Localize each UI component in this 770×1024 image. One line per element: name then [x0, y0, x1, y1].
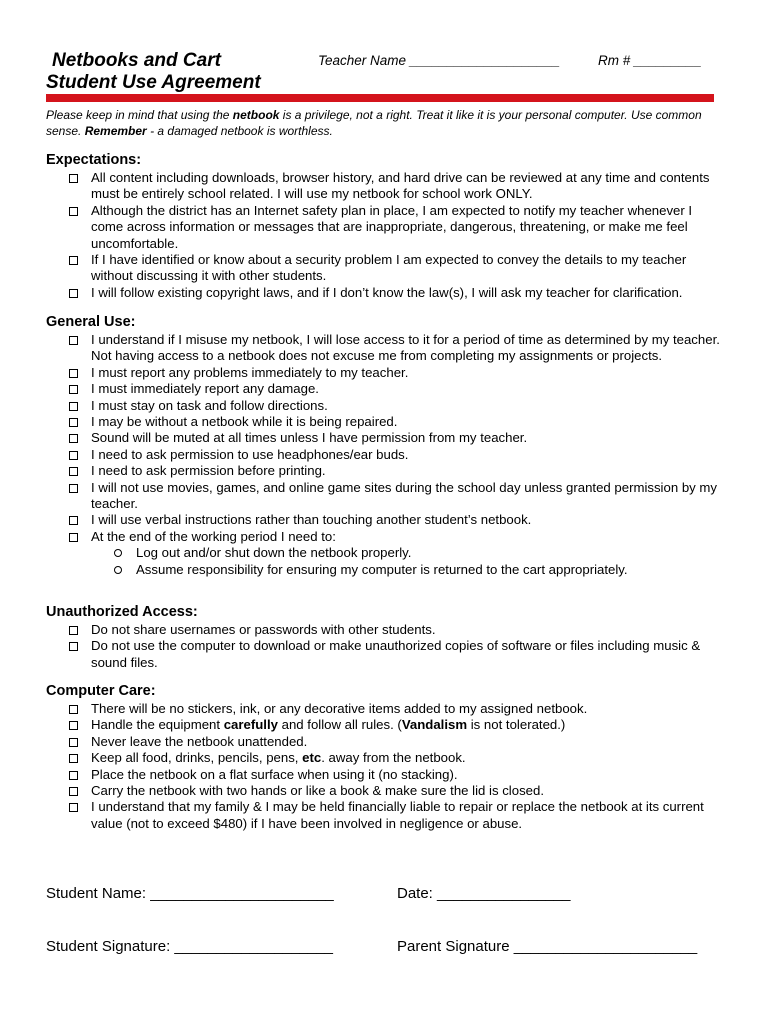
list-item-text: I will follow existing copyright laws, and if I don’t know the law(s), I will ask my teacher for clarification.	[91, 284, 683, 300]
list-item-text: Keep all food, drinks, pencils, pens,	[91, 750, 303, 766]
list-item	[46, 252, 726, 285]
sub-list-item-text: Assume responsibility for ensuring my computer is returned to the cart appropriately.	[136, 561, 628, 577]
list-item	[46, 285, 726, 301]
intro-paragraph	[46, 108, 716, 139]
list-item	[46, 463, 726, 479]
list-item-text: I understand if I misuse my netbook, I will lose access to it for a period of time as determined by my teacher. Not having access to a netbook does not excuse me from completing my assignments or projects.	[91, 332, 720, 364]
checkbox-icon	[69, 418, 78, 427]
checkbox-icon	[69, 336, 78, 345]
list-item-text: There will be no stickers, ink, or any decorative items added to my assigned netbook.	[91, 701, 588, 716]
intro-bold-remember: Remember	[84, 123, 147, 138]
section-heading: Computer Care:	[46, 683, 156, 699]
list-item	[46, 398, 726, 414]
checkbox-icon	[69, 467, 78, 476]
list-item	[46, 430, 726, 446]
intro-text-2: is a privilege, not a right. Treat it like it is your personal computer. Use common sense.	[46, 108, 702, 138]
list-item-text: I may be without a netbook while it is being repaired.	[91, 414, 398, 430]
checkbox-icon	[69, 402, 78, 411]
room-number-field: Rm # _________	[598, 53, 702, 68]
student-signature-line: Student Signature: ___________________	[46, 938, 333, 955]
section-unauthorized-access	[46, 603, 726, 671]
checkbox-icon	[69, 626, 78, 635]
list-item-text: I must stay on task and follow directions.	[91, 397, 328, 413]
list-item	[46, 750, 726, 766]
list-item	[46, 332, 726, 365]
list-item	[46, 203, 726, 252]
list-item	[46, 717, 726, 733]
title-line-2: Student Use Agreement	[46, 72, 261, 93]
list-item	[46, 767, 726, 783]
checkbox-icon	[69, 369, 78, 378]
general-use-list	[46, 332, 726, 545]
list-item-text: I must report any problems immediately to my teacher.	[91, 364, 409, 380]
list-item-text: Carry the netbook with two hands or like a book & make sure the lid is closed.	[91, 783, 544, 799]
checkbox-icon	[69, 803, 78, 812]
checkbox-icon	[69, 771, 78, 780]
list-item-text: Do not share usernames or passwords with other students.	[91, 622, 436, 637]
checkbox-icon	[69, 721, 78, 730]
checkbox-icon	[69, 256, 78, 265]
list-item-text: Place the netbook on a flat surface when using it (no stacking).	[91, 766, 458, 782]
expectations-list	[46, 170, 726, 301]
list-item-text: Do not use the computer to download or make unauthorized copies of software or files including music & sound files.	[91, 638, 701, 670]
list-item-text: I will use verbal instructions rather than touching another student’s netbook.	[91, 512, 532, 528]
section-computer-care	[46, 682, 726, 832]
checkbox-icon	[69, 174, 78, 183]
checkbox-icon	[69, 787, 78, 796]
checkbox-icon	[69, 754, 78, 763]
bold-vandalism: Vandalism	[401, 717, 468, 733]
list-item	[46, 701, 726, 717]
page-title	[46, 50, 261, 94]
list-item	[46, 170, 726, 203]
list-item-text: and follow all rules. (	[277, 717, 402, 733]
list-item-text: Sound will be muted at all times unless I have permission from my teacher.	[91, 430, 528, 446]
checkbox-icon	[69, 484, 78, 493]
list-item	[46, 799, 726, 832]
computer-care-list	[46, 701, 726, 832]
checkbox-icon	[69, 533, 78, 542]
list-item-text: Handle the equipment	[91, 717, 224, 733]
intro-bold-netbook: netbook	[232, 108, 280, 122]
teacher-name-field: Teacher Name ____________________	[318, 53, 560, 68]
bold-carefully: carefully	[223, 717, 278, 733]
checkbox-icon	[69, 434, 78, 443]
student-name-line: Student Name: ______________________	[46, 885, 334, 902]
section-heading: Unauthorized Access:	[46, 604, 198, 620]
list-item-text: I need to ask permission to use headphones/ear buds.	[91, 446, 409, 462]
section-general-use	[46, 313, 726, 578]
list-item	[46, 480, 726, 513]
list-item	[46, 512, 726, 528]
end-of-period-sublist	[46, 545, 726, 578]
intro-text-3: - a damaged netbook is worthless.	[146, 123, 333, 138]
checkbox-icon	[69, 738, 78, 747]
list-item-text: I understand that my family & I may be held financially liable to repair or replace the netbook at its current value (not to exceed $480) if I have been involved in negligence or abuse.	[91, 799, 704, 831]
sub-list-item	[46, 562, 726, 578]
list-item	[46, 529, 726, 545]
list-item-text: Although the district has an Internet safety plan in place, I am expected to notify my teacher whenever I come across information or messages that are inappropriate, dangerous, threatening, or make me feel uncomfortable.	[91, 202, 693, 251]
list-item-text: . away from the netbook.	[321, 750, 466, 766]
list-item-text: I must immediately report any damage.	[91, 381, 319, 397]
list-item-text: is not tolerated.)	[467, 717, 566, 733]
date-line: Date: ________________	[397, 885, 571, 902]
list-item	[46, 414, 726, 430]
parent-signature-line: Parent Signature ______________________	[397, 938, 698, 955]
intro-text-1: Please keep in mind that using the	[46, 108, 233, 122]
list-item	[46, 622, 726, 638]
list-item	[46, 381, 726, 397]
checkbox-icon	[69, 705, 78, 714]
list-item-text: If I have identified or know about a security problem I am expected to convey the details to my teacher without discussing it with other students.	[91, 252, 687, 284]
list-item-text: Never leave the netbook unattended.	[91, 733, 308, 749]
circle-bullet-icon	[114, 566, 122, 574]
list-item	[46, 783, 726, 799]
list-item-text: All content including downloads, browser history, and hard drive can be reviewed at any time and contents must be entirely school related. I will use my netbook for school work ONLY.	[91, 170, 710, 202]
list-item-text: At the end of the working period I need to:	[91, 528, 336, 544]
checkbox-icon	[69, 289, 78, 298]
list-item	[46, 734, 726, 750]
unauthorized-list	[46, 622, 726, 671]
checkbox-icon	[69, 207, 78, 216]
section-expectations	[46, 151, 726, 301]
list-item	[46, 447, 726, 463]
title-line-1: Netbooks and Cart	[52, 50, 221, 71]
circle-bullet-icon	[114, 549, 122, 557]
section-heading: General Use:	[46, 314, 136, 330]
sub-list-item-text: Log out and/or shut down the netbook properly.	[136, 545, 412, 561]
checkbox-icon	[69, 642, 78, 651]
list-item-text: I need to ask permission before printing.	[91, 463, 326, 479]
checkbox-icon	[69, 385, 78, 394]
bold-etc: etc	[302, 750, 322, 766]
list-item-text: I will not use movies, games, and online game sites during the school day unless granted permission by my teacher.	[91, 479, 717, 512]
checkbox-icon	[69, 516, 78, 525]
checkbox-icon	[69, 451, 78, 460]
sub-list-item	[46, 545, 726, 561]
list-item	[46, 365, 726, 381]
header-divider-bar	[46, 94, 714, 102]
section-heading: Expectations:	[46, 152, 142, 168]
list-item	[46, 638, 726, 671]
